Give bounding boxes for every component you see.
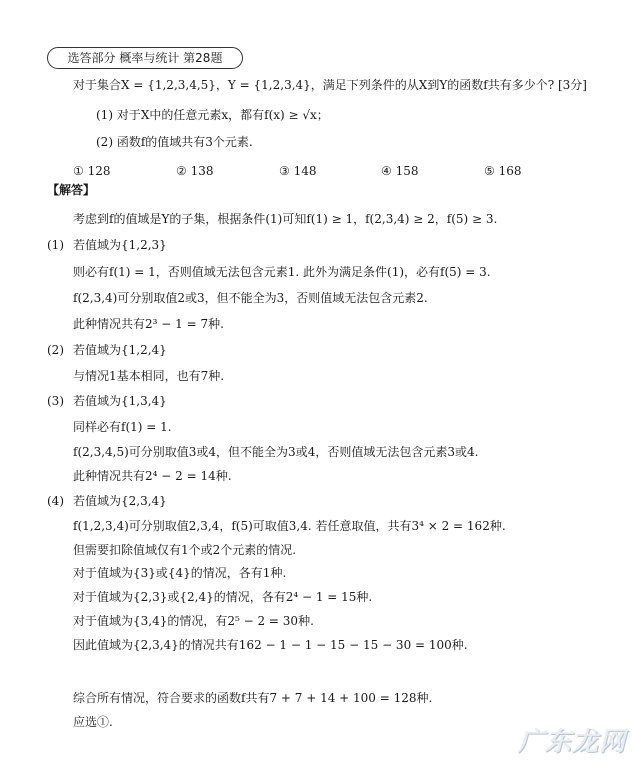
option-4-marker: ④	[381, 164, 392, 178]
option-3-marker: ③	[279, 164, 290, 178]
option-2	[176, 163, 214, 179]
solution-summary: 综合所有情况，符合要求的函数f共有7 + 7 + 14 + 100 = 128种.	[73, 691, 433, 705]
case-1-line-1: 则必有f(1) = 1，否则值域无法包含元素1. 此外为满足条件(1)，必有f(5) = 3.	[73, 265, 491, 279]
case-3-heading: 若值域为{1,3,4}	[73, 394, 167, 408]
question-condition-2: (2) 函数f的值域共有3个元素.	[96, 135, 253, 149]
case-1-line-2: f(2,3,4)可分别取值2或3，但不能全为3，否则值域无法包含元素2.	[73, 291, 428, 305]
solution-intro: 考虑到f的值域是Y的子集，根据条件(1)可知f(1) ≥ 1，f(2,3,4) ≥ 2，f(5) ≥ 3.	[73, 212, 498, 226]
case-3-line-1: 同样必有f(1) = 1.	[73, 420, 172, 434]
option-3-value: 148	[293, 164, 317, 178]
option-1-marker: ①	[73, 164, 84, 178]
option-5-value: 168	[498, 164, 522, 178]
question-stem: 对于集合X = {1,2,3,4,5}，Y = {1,2,3,4}，满足下列条件的从X到Y的函数f共有多少个? [3分]	[73, 78, 587, 92]
case-2-line-1: 与情况1基本相同，也有7种.	[73, 369, 225, 383]
section-title-badge: 选答部分 概率与统计 第28题	[47, 47, 243, 69]
question-condition-1: (1) 对于X中的任意元素x，都有f(x) ≥ √x；	[96, 108, 329, 122]
option-5	[484, 163, 522, 179]
case-3-line-2: f(2,3,4,5)可分别取值3或4，但不能全为3或4，否则值域无法包含元素3或4.	[73, 445, 479, 459]
case-4-line-6: 因此值域为{2,3,4}的情况共有162 − 1 − 1 − 15 − 15 − 30 = 100种.	[73, 638, 468, 652]
option-5-marker: ⑤	[484, 164, 495, 178]
option-1	[73, 163, 111, 179]
case-3-number: (3)	[47, 394, 64, 408]
case-4-line-3: 对于值域为{3}或{4}的情况，各有1种.	[73, 566, 287, 580]
case-4-line-4: 对于值域为{2,3}或{2,4}的情况，各有2⁴ − 1 = 15种.	[73, 590, 373, 604]
case-4-line-5: 对于值域为{3,4}的情况，有2⁵ − 2 = 30种.	[73, 614, 314, 628]
site-watermark-logo: 广东龙网	[517, 727, 626, 757]
option-1-value: 128	[87, 164, 111, 178]
option-2-value: 138	[190, 164, 214, 178]
case-2-heading: 若值域为{1,2,4}	[73, 343, 167, 357]
solution-heading: 【解答】	[47, 183, 96, 197]
case-3-line-3: 此种情况共有2⁴ − 2 = 14种.	[73, 469, 232, 483]
case-1-heading: 若值域为{1,2,3}	[73, 238, 167, 252]
case-4-heading: 若值域为{2,3,4}	[73, 494, 167, 508]
case-4-line-1: f(1,2,3,4)可分别取值2,3,4，f(5)可取值3,4. 若任意取值，共有3⁴ × 2 = 162种.	[73, 519, 506, 533]
option-4	[381, 163, 419, 179]
solution-answer: 应选①.	[73, 715, 113, 729]
case-4-number: (4)	[47, 494, 64, 508]
case-1-line-3: 此种情况共有2³ − 1 = 7种.	[73, 317, 224, 331]
case-1-number: (1)	[47, 238, 64, 252]
option-3	[279, 163, 317, 179]
option-2-marker: ②	[176, 164, 187, 178]
case-4-line-2: 但需要扣除值域仅有1个或2个元素的情况.	[73, 543, 297, 557]
option-4-value: 158	[395, 164, 419, 178]
case-2-number: (2)	[47, 343, 64, 357]
